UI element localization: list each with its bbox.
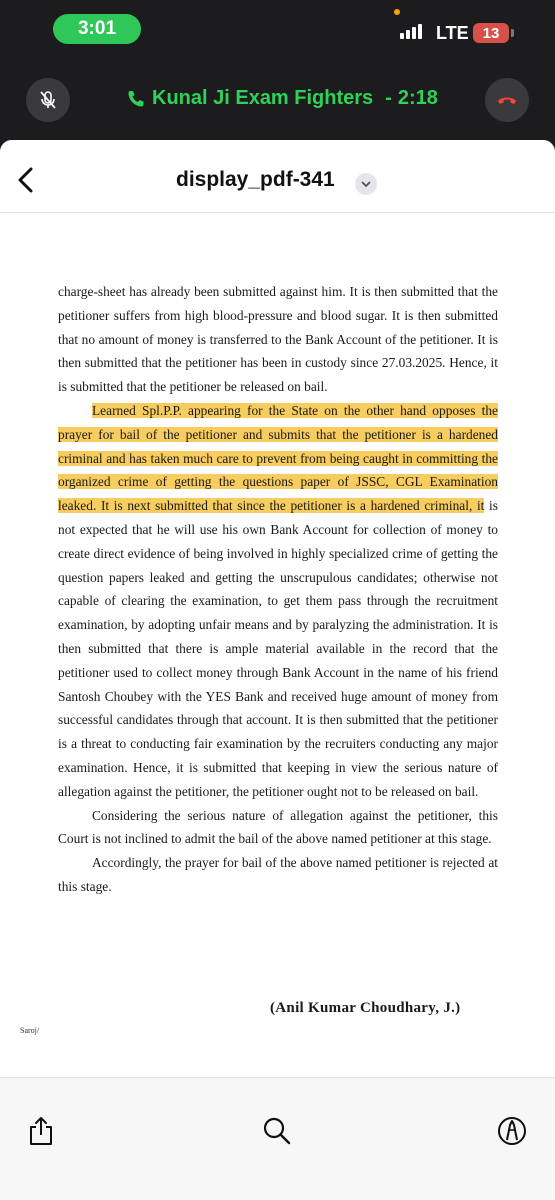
hang-up-icon (495, 88, 519, 112)
markup-button[interactable] (495, 1114, 529, 1148)
share-icon (26, 1115, 56, 1147)
call-separator: - (385, 87, 392, 109)
signal-icon (400, 24, 422, 39)
call-contact-name: Kunal Ji Exam Fighters (152, 87, 374, 109)
search-button[interactable] (260, 1114, 294, 1148)
battery-icon (473, 23, 509, 43)
clerk-initials: Saroj/ (20, 1026, 40, 1035)
paragraph-2-rest: is not expected that he will use his own Bank Account for collection of money to create direct evidence of being involved in highly specialized crime of getting the question papers leaked and getting the unscrupulous candidates; otherwise not capable of clearing the examination, to get them pass through the recruitment examination, by adopting unfair means and by paralyzing the administration. It is then submitted that there is ample material available in the record that the petitioner used to collect money through Bank Account in the name of his friend Santosh Choubey with the YES Bank and received huge amount of money from successful candidates through that account. It is then submitted that the petitioner is a threat to conducting fair examination by the recruiters conducting any major examination. Hence, it is submitted that keeping in view the serious nature of allegation against the petitioner, the petitioner ought not to be released on bail. (58, 498, 498, 799)
pdf-page[interactable] (0, 213, 555, 1076)
call-duration: 2:18 (397, 87, 438, 109)
phone-icon (126, 89, 146, 109)
bottom-toolbar (0, 1077, 555, 1200)
viewer-nav-bar (0, 140, 555, 213)
mute-button[interactable] (26, 78, 70, 122)
paragraph-1: charge-sheet has already been submitted against him. It is then submitted that the petitioner suffers from high blood-pressure and blood sugar. It is then submitted that no amount of money is transferred to the Bank Account of the petitioner. It is then submitted that the petitioner has been in custody since 27.03.2025. Hence, it is submitted that the petitioner be released on bail. (58, 284, 498, 395)
share-button[interactable] (24, 1114, 58, 1148)
status-time[interactable]: 3:01 (53, 14, 141, 44)
document-viewer-sheet (0, 140, 555, 1200)
call-bar (0, 62, 555, 140)
document-title[interactable]: display_pdf-341 (176, 168, 335, 191)
network-label: LTE (436, 23, 469, 43)
search-icon (261, 1115, 293, 1147)
paragraph-2 (58, 399, 498, 804)
highlighted-text[interactable]: Learned Spl.P.P. appearing for the State on the other hand opposes the prayer for bail of the petitioner and submits that the petitioner is a hardened criminal and has taken much care to prevent from being caught in committing the organized crime of getting the questions paper of JSSC, CGL Examination leaked. It is next submitted that since the petitioner is a hardened criminal, it (58, 402, 498, 514)
judge-signature: (Anil Kumar Choudhary, J.) (270, 1000, 461, 1016)
mic-off-icon (37, 89, 59, 111)
chevron-left-icon (12, 164, 42, 196)
document-body (58, 280, 498, 899)
privacy-indicator-dot (394, 9, 400, 15)
call-status[interactable] (126, 87, 438, 110)
paragraph-4: Accordingly, the prayer for bail of the above named petitioner is rejected at this stage. (58, 855, 498, 894)
battery-tip (511, 29, 514, 37)
status-bar (0, 0, 555, 62)
battery-level: 13 (482, 24, 500, 42)
end-call-button[interactable] (485, 78, 529, 122)
markup-icon (496, 1115, 528, 1147)
chevron-down-icon (360, 178, 372, 190)
title-menu-button[interactable] (355, 173, 377, 195)
back-button[interactable] (12, 164, 42, 196)
paragraph-3: Considering the serious nature of allegation against the petitioner, this Court is not inclined to admit the bail of the above named petitioner at this stage. (58, 807, 498, 847)
